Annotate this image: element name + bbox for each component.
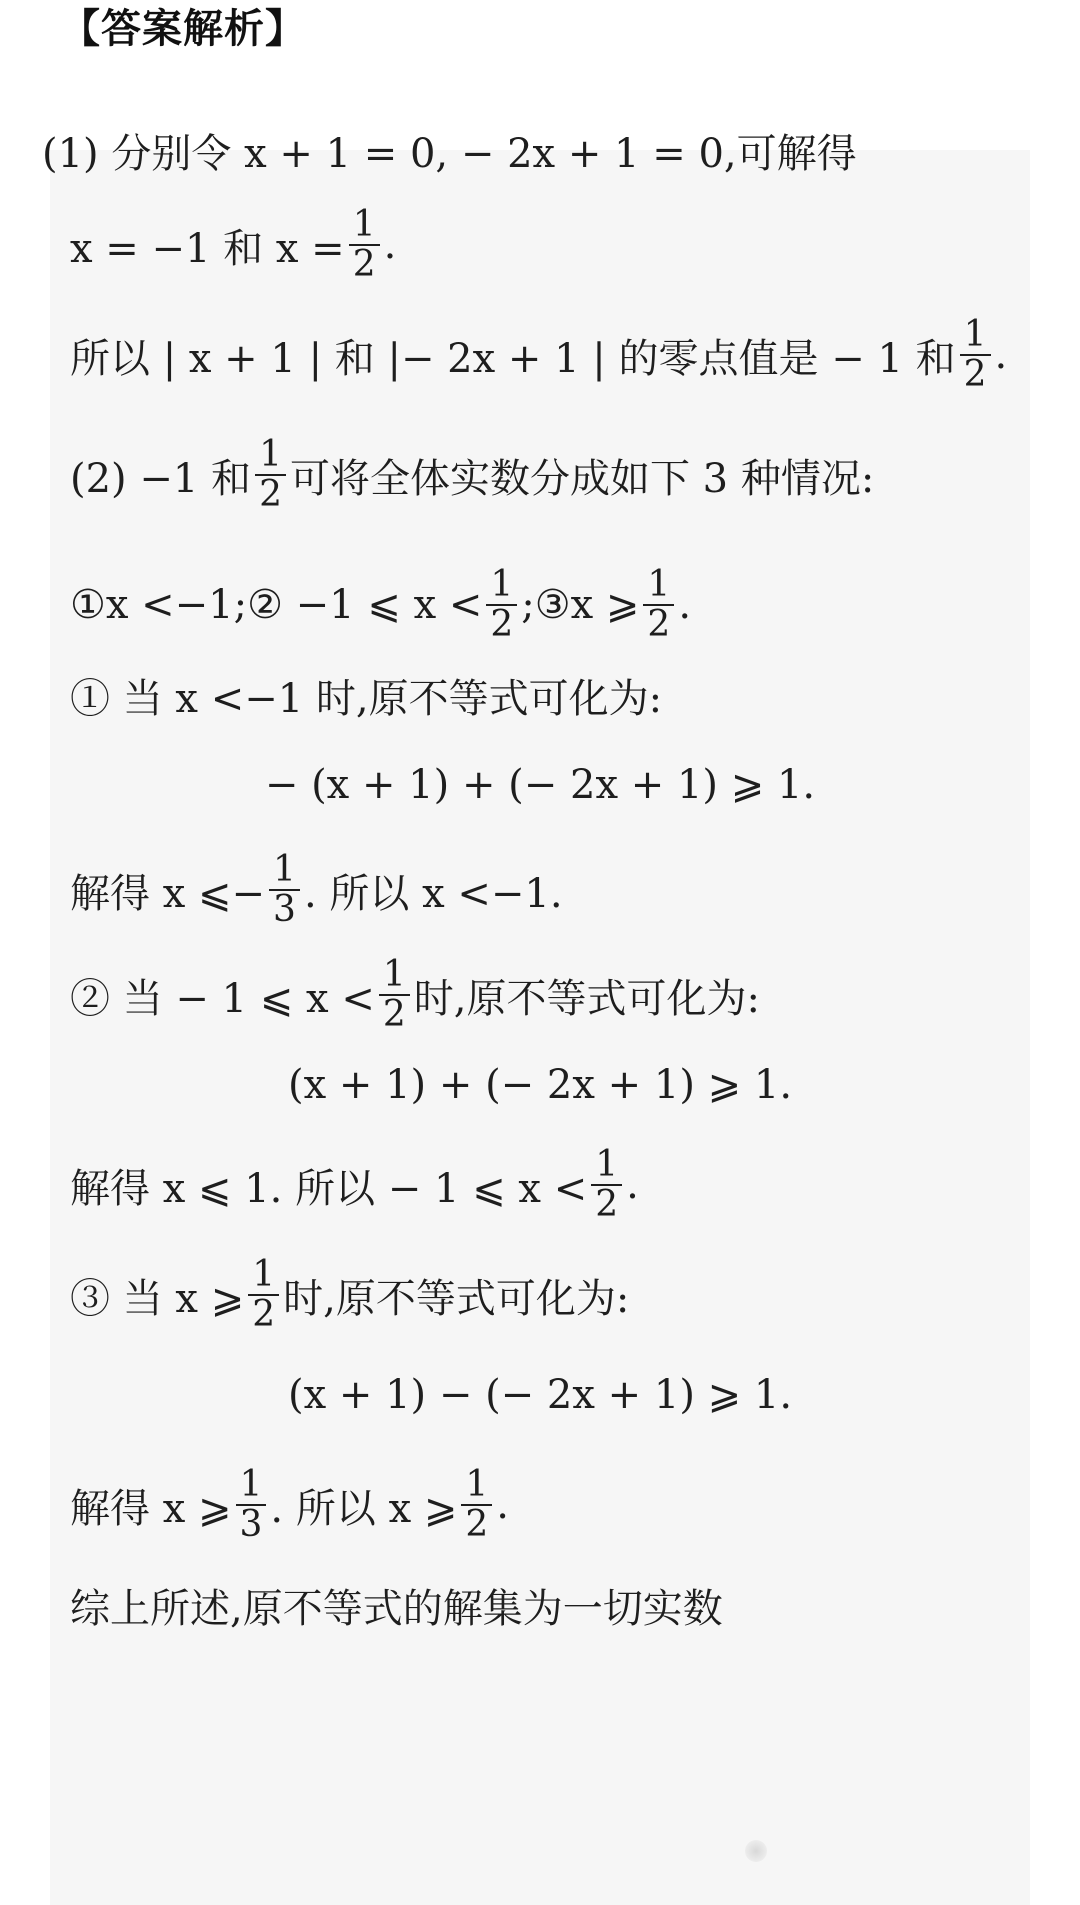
text: − (x + 1) + (− 2x + 1) ⩾ 1.	[264, 762, 816, 808]
answer-heading: 【答案解析】	[60, 6, 306, 52]
fraction-one-half: $\frac{1}{2}$	[486, 566, 517, 644]
solution-line-1	[42, 95, 857, 205]
inequality-case-1	[50, 730, 1030, 840]
fraction-one-half: $\frac{1}{2}$	[591, 1146, 622, 1224]
text: .	[678, 582, 692, 628]
text: . 所以 x <−1.	[303, 870, 563, 917]
fraction-one-third: $\frac{1}{3}$	[269, 851, 300, 929]
text: ①x <−1;② −1 ⩽ x <	[70, 582, 483, 628]
inequality-case-3	[50, 1340, 1030, 1450]
text: (1) 分别令 x + 1 = 0, − 2x + 1 = 0,可解得	[42, 130, 857, 177]
text: 综上所述,原不等式的解集为一切实数	[70, 1585, 723, 1632]
text: ③ 当 x ⩾	[70, 1275, 245, 1322]
text: 时,原不等式可化为:	[413, 975, 760, 1022]
text: ① 当 x <−1 时,原不等式可化为:	[70, 675, 663, 722]
scan-smudge	[745, 1840, 767, 1862]
solution-line-2	[70, 190, 396, 300]
fraction-one-half: $\frac{1}{2}$	[255, 436, 286, 514]
text: .	[994, 332, 1008, 378]
fraction-one-half: $\frac{1}{2}$	[461, 1466, 492, 1544]
solution-line-12	[70, 1240, 629, 1350]
text: (x + 1) − (− 2x + 1) ⩾ 1.	[287, 1372, 793, 1418]
fraction-one-half: $\frac{1}{2}$	[248, 1256, 279, 1334]
text: .	[626, 1162, 639, 1208]
inequality-case-2	[50, 1030, 1030, 1140]
text: 解得 x ⩾	[70, 1485, 232, 1532]
solution-line-11	[70, 1130, 639, 1240]
fraction-one-half: $\frac{1}{2}$	[349, 206, 380, 284]
text: 解得 x ⩽ 1. 所以 − 1 ⩽ x <	[70, 1165, 588, 1212]
solution-line-14	[70, 1450, 509, 1560]
fraction-one-third: $\frac{1}{3}$	[236, 1466, 267, 1544]
text: .	[383, 222, 397, 268]
text: (2) −1 和	[70, 455, 252, 502]
text: 解得 x ⩽−	[70, 870, 266, 917]
text: ;③x ⩾	[521, 582, 640, 628]
text: .	[496, 1482, 509, 1528]
text: 所以 | x + 1 | 和 |− 2x + 1 | 的零点值是 − 1 和	[70, 335, 956, 382]
solution-line-15	[70, 1550, 723, 1660]
text: (x + 1) + (− 2x + 1) ⩾ 1.	[287, 1062, 793, 1108]
fraction-one-half: $\frac{1}{2}$	[960, 316, 991, 394]
text: ② 当 − 1 ⩽ x <	[70, 975, 375, 1022]
solution-line-8	[70, 835, 563, 945]
text: . 所以 x ⩾	[270, 1485, 458, 1532]
text: 时,原不等式可化为:	[283, 1275, 630, 1322]
text: x = −1 和 x =	[70, 225, 345, 272]
solution-panel	[42, 130, 1030, 1905]
fraction-one-half: $\frac{1}{2}$	[643, 566, 674, 644]
solution-line-3	[70, 300, 1007, 410]
solution-line-4	[70, 420, 874, 530]
fraction-one-half: $\frac{1}{2}$	[379, 956, 410, 1034]
text: 可将全体实数分成如下 3 种情况:	[289, 455, 875, 502]
